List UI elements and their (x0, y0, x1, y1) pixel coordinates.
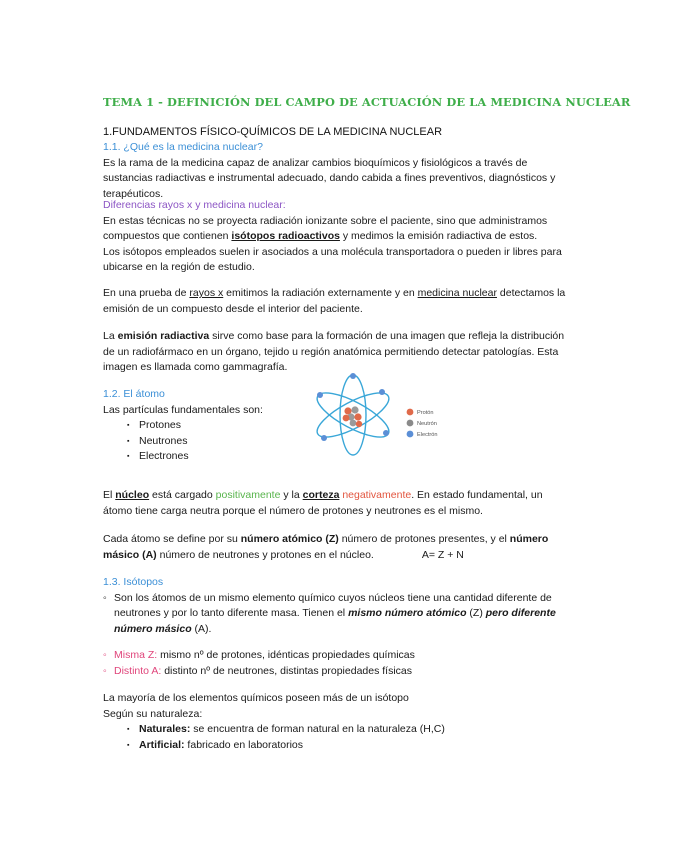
paragraph-definition: Es la rama de la medicina capaz de analizar cambios bioquímicos y fisiológicos a través de sustancias radiactivas e instrumental adecuado, dando cabida a fines preventivos, diagnósticos y terapéuticos. (103, 156, 556, 200)
subheading-differences: Diferencias rayos x y medicina nuclear: (103, 199, 286, 211)
subheading-isotopes: 1.3. Isótopos (103, 576, 164, 588)
list-item: ▪ Electrones (127, 449, 303, 465)
list-item: ◦ Misma Z: mismo nº de protones, idénticas propiedades químicas (103, 649, 415, 661)
isotope-definition: ◦ Son los átomos de un mismo elemento químico cuyos núcleos tiene una cantidad diferente de neutrones y por lo tanto diferente masa. Tienen el mismo número atómico (Z) pero diferente número másico (A). (103, 591, 556, 635)
nature-list (127, 722, 573, 753)
paragraph-atomic-number: Cada átomo se define por su número atómico (Z) número de protones presentes, y el número másico (A) número de neutrones y protones en el núcleo. A= Z + N (103, 533, 549, 561)
isotope-properties (103, 648, 573, 679)
section-what-is (103, 140, 573, 202)
legend-neutron-swatch (407, 420, 414, 427)
subheading-atom: 1.2. El átomo (103, 388, 165, 400)
atom-nucleus (343, 406, 363, 427)
paragraph-diff-3: En una prueba de rayos x emitimos la radiación externamente y en medicina nuclear detectamos la emisión de un compuesto desde el interior del paciente. (103, 287, 566, 315)
paragraph-nature: Según su naturaleza: (103, 707, 203, 720)
atom-diagram (312, 367, 476, 465)
list-item: ▪ Protones (127, 418, 303, 434)
paragraph-charge: El núcleo está cargado positivamente y la corteza negativamente. En estado fundamental, un átomo tiene carga neutra porque el número de protones y neutrones es el mismo. (103, 489, 543, 517)
legend-neutron: Neutrón (417, 421, 437, 427)
page-title: TEMA 1 - DEFINICIÓN DEL CAMPO DE ACTUACIÓN DE LA MEDICINA NUCLEAR (103, 95, 631, 109)
legend-electron-swatch (407, 431, 414, 438)
particles-list (127, 418, 303, 465)
paragraph-isotopes-count: La mayoría de los elementos químicos poseen más de un isótopo (103, 692, 409, 704)
isotopes-term: isótopos radioactivos (231, 230, 340, 242)
atom-legend (407, 409, 438, 438)
list-item: ▪ Artificial: fabricado en laboratorios (127, 738, 573, 754)
paragraph-diff-2: Los isótopos empleados suelen ir asociados a una molécula transportadora o pueden ir libres para ubicarse en la región de estudio. (103, 245, 562, 273)
atom-electrons (317, 373, 389, 441)
section-atom (103, 387, 303, 465)
section-isotopes (103, 575, 573, 637)
particles-intro: Las partículas fundamentales son: (103, 403, 263, 416)
legend-electron: Electrón (417, 432, 438, 438)
list-item: ▪ Naturales: se encuentra de forman natural en la naturaleza (H,C) (127, 722, 573, 738)
paragraph-diff-4: La emisión radiactiva sirve como base para la formación de una imagen que refleja la distribución de un radiofármaco en un órgano, tejido u región anatómica permitiendo detectar patologías. Esta imagen es llamada como gammagrafía. (103, 330, 565, 373)
legend-proton-swatch (407, 409, 414, 416)
paragraph-diff-1: En estas técnicas no se proyecta radiación ionizante sobre el paciente, sino que administramos compuestos que contienen isótopos radioactivos y medimos la emisión radiactiva de estos. (103, 214, 548, 242)
section-heading: 1.FUNDAMENTOS FÍSICO-QUÍMICOS DE LA MEDICINA NUCLEAR (103, 126, 443, 138)
list-item: ▪ Neutrones (127, 434, 303, 450)
section-differences (103, 198, 573, 276)
mass-formula: A= Z + N (421, 548, 464, 561)
list-item: ◦ Distinto A: distinto nº de neutrones, distintas propiedades físicas (103, 664, 413, 677)
subheading-what-is: 1.1. ¿Qué es la medicina nuclear? (103, 141, 263, 153)
section-nature (103, 691, 573, 753)
legend-proton: Protón (417, 410, 434, 416)
